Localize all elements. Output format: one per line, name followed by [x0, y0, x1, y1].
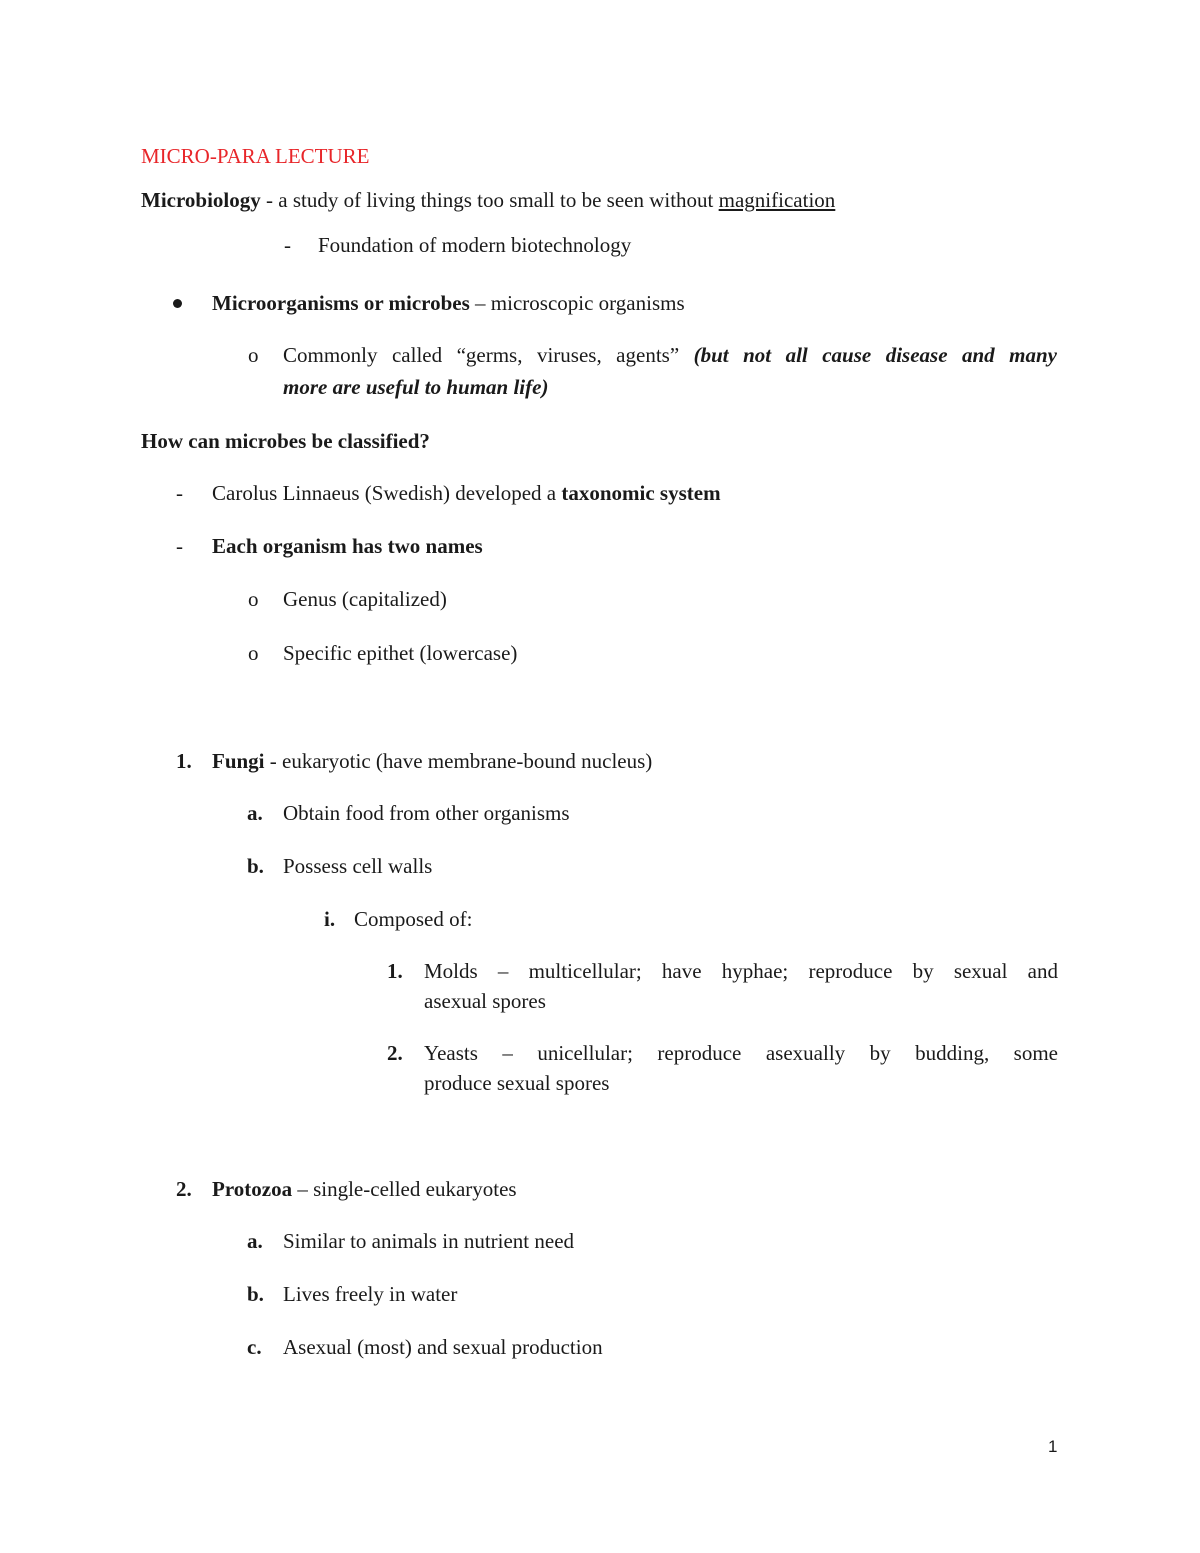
fungi-item: Possess cell walls [283, 854, 433, 878]
yeasts-item [424, 1040, 1058, 1066]
list-number: 1. [387, 959, 403, 983]
yeasts-line-1: Yeasts – unicellular; reproduce asexually by budding, some [424, 1041, 1058, 1065]
dash-marker: - [176, 481, 183, 505]
list-number: 2. [387, 1041, 403, 1065]
microbiology-subitem: Foundation of modern biotechnology [318, 233, 632, 257]
germs-note-line-2: more are useful to human life) [283, 375, 549, 399]
linnaeus-item [212, 480, 721, 506]
taxonomic-system-term: taxonomic system [561, 481, 721, 505]
germs-note-plain: Commonly called “germs, viruses, agents” [283, 343, 694, 367]
protozoa-item: Lives freely in water [283, 1282, 458, 1306]
microorganisms-term: Microorganisms or microbes [212, 291, 470, 315]
list-letter: a. [247, 801, 263, 825]
magnification-word: magnification [718, 188, 836, 212]
genus-item: Genus (capitalized) [283, 587, 447, 611]
page-number: 1 [1048, 1437, 1058, 1456]
molds-line-2: asexual spores [424, 989, 546, 1013]
microorganisms-definition-text: – microscopic organisms [469, 291, 685, 315]
circle-marker: o [248, 641, 259, 665]
protozoa-item: Asexual (most) and sexual production [283, 1335, 603, 1359]
bullet-dot-icon [173, 299, 182, 308]
list-roman: i. [324, 907, 336, 931]
germs-note-line-1 [283, 342, 1057, 368]
classification-heading: How can microbes be classified? [141, 429, 430, 453]
dash-marker: - [284, 233, 291, 257]
fungi-item: Obtain food from other organisms [283, 801, 570, 825]
circle-marker: o [248, 343, 259, 367]
molds-line-1: Molds – multicellular; have hyphae; reproduce by sexual and [424, 959, 1058, 983]
protozoa-item: Similar to animals in nutrient need [283, 1229, 575, 1253]
microbiology-term: Microbiology [141, 188, 261, 212]
microorganisms-definition [212, 290, 685, 316]
section-number: 2. [176, 1177, 192, 1201]
list-letter: a. [247, 1229, 263, 1253]
document-title: MICRO-PARA LECTURE [141, 144, 370, 168]
protozoa-definition: – single-celled eukaryotes [292, 1177, 517, 1201]
fungi-heading [212, 748, 652, 774]
dash-marker: - [176, 534, 183, 558]
section-number: 1. [176, 749, 192, 773]
list-letter: b. [247, 1282, 264, 1306]
microbiology-definition [141, 187, 835, 213]
two-names-item: Each organism has two names [212, 534, 483, 558]
circle-marker: o [248, 587, 259, 611]
germs-note-emphasis: (but not all cause disease and many [693, 343, 1057, 367]
protozoa-term: Protozoa [212, 1177, 293, 1201]
composed-of-item: Composed of: [354, 907, 473, 931]
list-letter: b. [247, 854, 264, 878]
germs-note [283, 342, 1057, 368]
list-letter: c. [247, 1335, 262, 1359]
epithet-item: Specific epithet (lowercase) [283, 641, 518, 665]
yeasts-line-2: produce sexual spores [424, 1071, 610, 1095]
microbiology-definition-text: - a study of living things too small to be seen without [260, 188, 719, 212]
fungi-term: Fungi [212, 749, 265, 773]
protozoa-heading [212, 1176, 517, 1202]
fungi-definition: - eukaryotic (have membrane-bound nucleus) [264, 749, 653, 773]
linnaeus-text: Carolus Linnaeus (Swedish) developed a [212, 481, 562, 505]
molds-item [424, 958, 1058, 984]
